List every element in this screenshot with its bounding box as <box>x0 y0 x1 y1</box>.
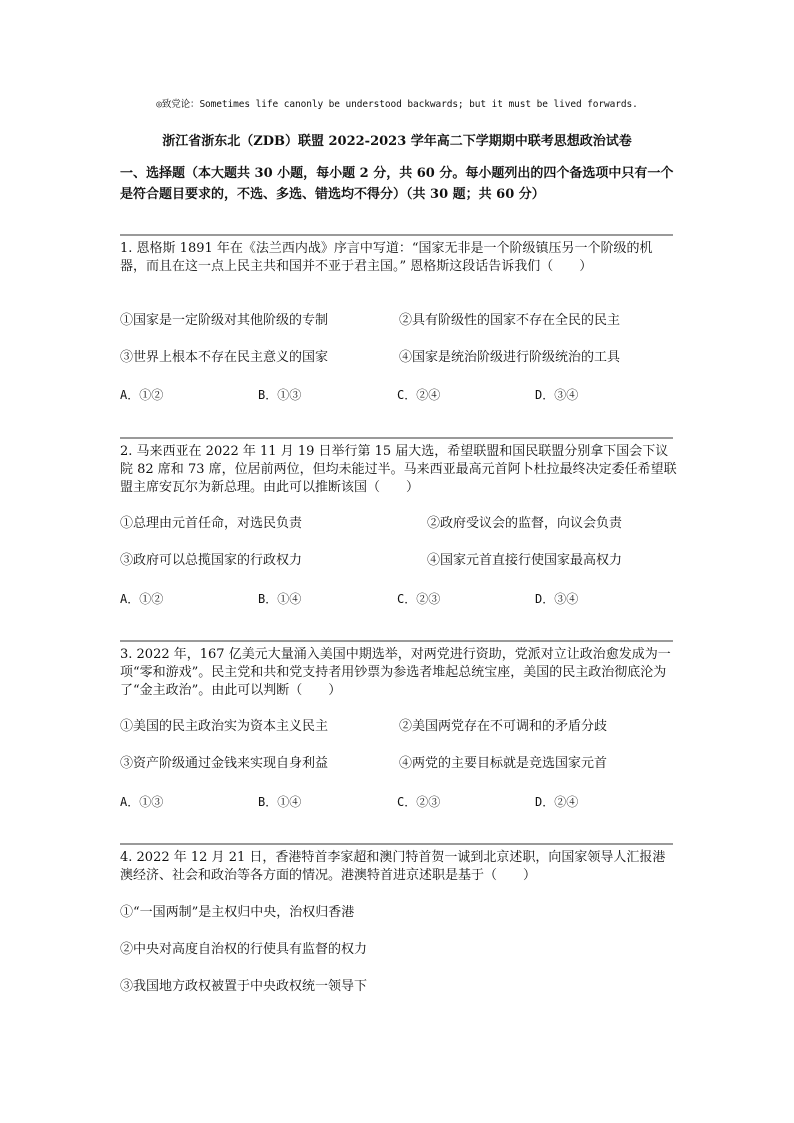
question-2-answer-c: C．②③ <box>397 592 441 606</box>
question-3-answer-b: B．①④ <box>258 795 302 809</box>
question-2-option-1: ①总理由元首任命，对选民负责 <box>120 516 303 531</box>
question-2-answer-d: D．③④ <box>535 592 579 606</box>
question-3-option-3: ③资产阶级通过金钱来实现自身利益 <box>120 756 329 771</box>
question-4-stem: 4. 2022 年 12 月 21 日，香港特首李家超和澳门特首贺一诚到北京述职，向国家领导人汇报港澳经济、社会和政治等各方面的情况。港澳特首进京述职是基于（ ） <box>120 850 666 883</box>
question-4-option-3: ③我国地方政权被置于中央政权统一领导下 <box>120 979 368 994</box>
question-1-answer-c: C．②④ <box>397 388 441 402</box>
question-2-option-2: ②政府受议会的监督，向议会负责 <box>427 516 623 531</box>
exam-title: 浙江省浙东北（ZDB）联盟 2022-2023 学年高二下学期期中联考思想政治试卷 <box>162 134 632 149</box>
question-3-answer-d: D．②④ <box>535 795 579 809</box>
question-3-answer-c: C．②③ <box>397 795 441 809</box>
question-3-answer-a: A．①③ <box>120 795 164 809</box>
question-2-option-3: ③政府可以总揽国家的行政权力 <box>120 553 303 568</box>
question-4-option-2: ②中央对高度自治权的行使具有监督的权力 <box>120 942 368 957</box>
question-4-option-1: ①“一国两制”是主权归中央，治权归香港 <box>120 905 355 920</box>
question-2-answer-a: A．①② <box>120 592 164 606</box>
motto-line: ◎致党论：Sometimes life canonly be understood backwards; but it must be lived forwards. <box>156 99 638 110</box>
question-3-option-4: ④两党的主要目标就是竞选国家元首 <box>399 756 608 771</box>
question-1-answer-d: D．③④ <box>535 388 579 402</box>
question-divider <box>120 843 673 845</box>
question-divider <box>120 234 673 236</box>
question-2-stem: 2. 马来西亚在 2022 年 11 月 19 日举行第 15 届大选，希望联盟和国民联盟分别拿下国会下议院 82 席和 73 席，位居前两位，但均未能过半。马来西亚最高元首阿卜杜拉最终决定委任希望联盟主席安瓦尔为新总理。由此可以推断该国（ ） <box>120 444 677 495</box>
section-heading: 一、选择题（本大题共 30 小题，每小题 2 分，共 60 分。每小题列出的四个备选项中只有一个是符合题目要求的，不选、多选、错选均不得分）（共 30 题；共 60 分） <box>120 166 674 202</box>
question-1-answer-b: B．①③ <box>258 388 302 402</box>
question-divider <box>120 437 673 439</box>
question-divider <box>120 640 673 642</box>
question-1-option-1: ①国家是一定阶级对其他阶级的专制 <box>120 313 329 328</box>
question-2-answer-b: B．①④ <box>258 592 302 606</box>
question-3-stem: 3. 2022 年，167 亿美元大量涌入美国中期选举，对两党进行资助，党派对立让政治愈发成为一项“零和游戏”。民主党和共和党支持者用钞票为参选者堆起总统宝座，美国的民主政治彻底沦为了“金主政治”。由此可以判断（ ） <box>120 647 671 698</box>
question-3-option-1: ①美国的民主政治实为资本主义民主 <box>120 719 329 734</box>
question-3-option-2: ②美国两党存在不可调和的矛盾分歧 <box>399 719 608 734</box>
question-1-option-4: ④国家是统治阶级进行阶级统治的工具 <box>399 350 621 365</box>
question-1-option-2: ②具有阶级性的国家不存在全民的民主 <box>399 313 621 328</box>
question-1-stem: 1. 恩格斯 1891 年在《法兰西内战》序言中写道：“国家无非是一个阶级镇压另一个阶级的机器，而且在这一点上民主共和国并不亚于君主国。” 恩格斯这段话告诉我们（ ） <box>120 241 653 274</box>
question-2-option-4: ④国家元首直接行使国家最高权力 <box>427 553 623 568</box>
question-1-option-3: ③世界上根本不存在民主意义的国家 <box>120 350 329 365</box>
question-1-answer-a: A．①② <box>120 388 164 402</box>
